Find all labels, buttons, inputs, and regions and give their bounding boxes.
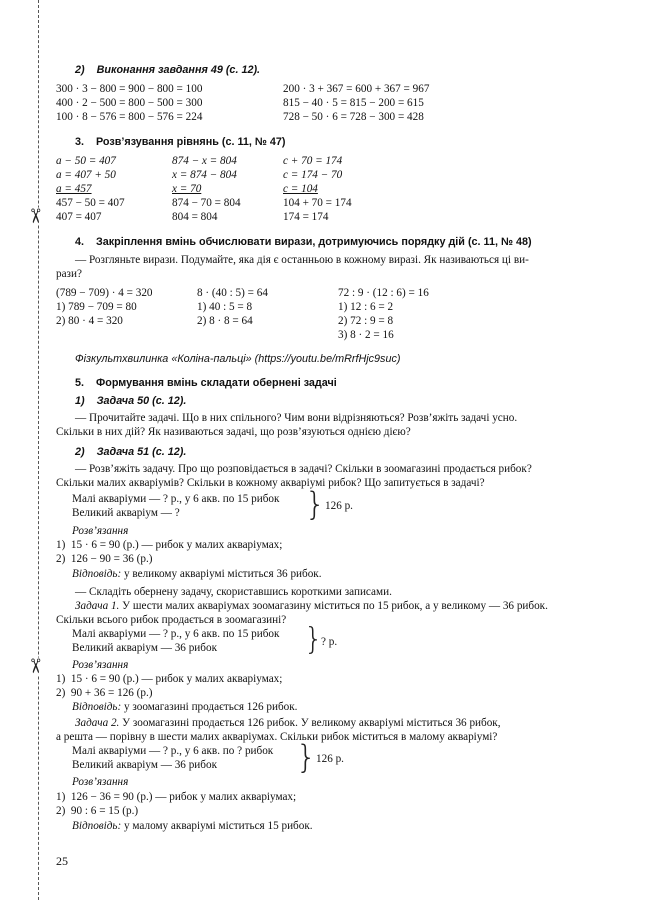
solution-step: 1) 15 · 6 = 90 (р.) — рибок у малих акваріумах;	[56, 539, 283, 551]
equation-answer: c = 104	[283, 183, 318, 195]
solution-label: Розв’язання	[72, 776, 129, 788]
equation-step: 874 − x = 804	[172, 155, 237, 167]
equation-step: c = 174 − 70	[283, 169, 343, 181]
expression: 72 : 9 · (12 : 6) = 16	[338, 287, 429, 299]
equation-check: 804 = 804	[172, 211, 218, 223]
expression: 2) 80 · 4 = 320	[56, 315, 123, 327]
condition-total: ? р.	[321, 636, 338, 648]
expression: 200 · 3 + 367 = 600 + 367 = 967	[283, 83, 430, 95]
expression: 1) 40 : 5 = 8	[197, 301, 253, 313]
scissors-icon: ✂	[23, 207, 48, 225]
task-body: У шести малих акваріумах зоомагазину міститься по 15 рибок, а у великому — 36 рибок.	[119, 600, 548, 612]
subsection-heading: 2) Задача 51 (с. 12).	[75, 446, 187, 458]
short-condition: Малі акваріуми — ? р., у 6 акв. по 15 рибок	[72, 493, 280, 505]
solution-step: 1) 126 − 36 = 90 (р.) — рибок у малих акваріумах;	[56, 791, 297, 803]
task-text	[75, 716, 501, 730]
brace-icon: }	[304, 622, 324, 657]
task-text: а решта — порівну в шести малих акваріумах. Скільки рибок міститься в малому акваріумі?	[56, 731, 498, 743]
section-2-heading: 2) Виконання завдання 49 (с. 12).	[75, 64, 261, 76]
short-condition: Великий акваріум — ?	[72, 507, 180, 519]
short-condition: Малі акваріуми — ? р., у 6 акв. по 15 рибок	[72, 628, 280, 640]
expression: 1) 789 − 709 = 80	[56, 301, 137, 313]
equation-check: 407 = 407	[56, 211, 102, 223]
expression: 3) 8 · 2 = 16	[338, 329, 394, 341]
brace-icon: }	[296, 738, 317, 776]
paragraph: — Розгляньте вирази. Подумайте, яка дія є останньою в кожному виразі. Як називаються ці ви-	[75, 254, 529, 266]
section-3-heading: 3. Розв’язування рівнянь (с. 11, № 47)	[75, 136, 286, 148]
solution-step: 2) 126 − 90 = 36 (р.)	[56, 553, 153, 565]
expression: 1) 12 : 6 = 2	[338, 301, 394, 313]
equation-check: 457 − 50 = 407	[56, 197, 125, 209]
task-label: Задача 1.	[75, 600, 120, 612]
subsection-heading: 1) Задача 50 (с. 12).	[75, 395, 187, 407]
equation-check: 874 − 70 = 804	[172, 197, 241, 209]
equation-check: 104 + 70 = 174	[283, 197, 352, 209]
equation-answer: x = 70	[172, 183, 202, 195]
equation-step: a − 50 = 407	[56, 155, 116, 167]
equation-check: 174 = 174	[283, 211, 329, 223]
answer-text: у малому акваріумі міститься 15 рибок.	[121, 820, 313, 832]
condition-total: 126 р.	[325, 500, 353, 512]
equation-step: a = 407 + 50	[56, 169, 116, 181]
short-condition: Малі акваріуми — ? р., у 6 акв. по ? рибок	[72, 745, 274, 757]
solution-step: 2) 90 : 6 = 15 (р.)	[56, 805, 139, 817]
expression: 728 − 50 · 6 = 728 − 300 = 428	[283, 111, 424, 123]
scissors-icon: ✂	[23, 657, 48, 675]
expression: 300 · 3 − 800 = 900 − 800 = 100	[56, 83, 203, 95]
equation-answer: a = 457	[56, 183, 92, 195]
answer-label: Відповідь:	[72, 701, 122, 713]
answer-label: Відповідь:	[72, 568, 122, 580]
expression: (789 − 709) · 4 = 320	[56, 287, 153, 299]
task-body: У зоомагазині продається 126 рибок. У великому акваріумі міститься 36 рибок,	[119, 717, 501, 729]
paragraph: — Прочитайте задачі. Що в них спільного? Чим вони відрізняються? Розв’яжіть задачі усно.	[75, 412, 518, 424]
expression: 100 · 8 − 576 = 800 − 576 = 224	[56, 111, 203, 123]
task-text	[75, 599, 548, 613]
equation-step: c + 70 = 174	[283, 155, 343, 167]
expression: 400 · 2 − 500 = 800 − 500 = 300	[56, 97, 203, 109]
expression: 2) 72 : 9 = 8	[338, 315, 394, 327]
short-condition: Великий акваріум — 36 рибок	[72, 642, 218, 654]
solution-label: Розв’язання	[72, 659, 129, 671]
answer-line	[72, 567, 322, 581]
paragraph: — Складіть обернену задачу, скориставшись короткими записами.	[75, 586, 392, 598]
answer-line	[72, 819, 313, 833]
answer-line	[72, 700, 297, 714]
task-text: Скільки всього рибок продається в зоомагазині?	[56, 614, 287, 626]
answer-label: Відповідь:	[72, 820, 122, 832]
answer-text: у великому акваріумі міститься 36 рибок.	[121, 568, 322, 580]
expression: 2) 8 · 8 = 64	[197, 315, 253, 327]
page-number: 25	[56, 854, 68, 868]
exercise-break-link: Фізкультхвилинка «Коліна-пальці» (https://youtu.be/mRrfHjc9suc)	[75, 353, 401, 365]
solution-step: 2) 90 + 36 = 126 (р.)	[56, 687, 153, 699]
section-5-heading: 5. Формування вмінь складати обернені задачі	[75, 377, 337, 389]
task-label: Задача 2.	[75, 717, 120, 729]
paragraph: рази?	[56, 268, 82, 280]
solution-step: 1) 15 · 6 = 90 (р.) — рибок у малих акваріумах;	[56, 673, 283, 685]
condition-total: 126 р.	[316, 753, 344, 765]
paragraph: Скільки малих акваріумів? Скільки в кожному акваріумі рибок? Що запитується в задачі?	[56, 477, 485, 489]
equation-step: x = 874 − 804	[172, 169, 237, 181]
expression: 8 · (40 : 5) = 64	[197, 287, 268, 299]
answer-text: у зоомагазині продається 126 рибок.	[121, 701, 298, 713]
paragraph: — Розв’яжіть задачу. Про що розповідається в задачі? Скільки в зоомагазині продається рибок?	[75, 463, 532, 475]
brace-icon: }	[305, 485, 326, 523]
paragraph: Скільки в них дій? Як називаються задачі, що розв’язуються однією дією?	[56, 426, 411, 438]
short-condition: Великий акваріум — 36 рибок	[72, 759, 218, 771]
solution-label: Розв’язання	[72, 525, 129, 537]
expression: 815 − 40 · 5 = 815 − 200 = 615	[283, 97, 424, 109]
section-4-heading: 4. Закріплення вмінь обчислювати вирази, дотримуючись порядку дій (с. 11, № 48)	[75, 236, 532, 248]
